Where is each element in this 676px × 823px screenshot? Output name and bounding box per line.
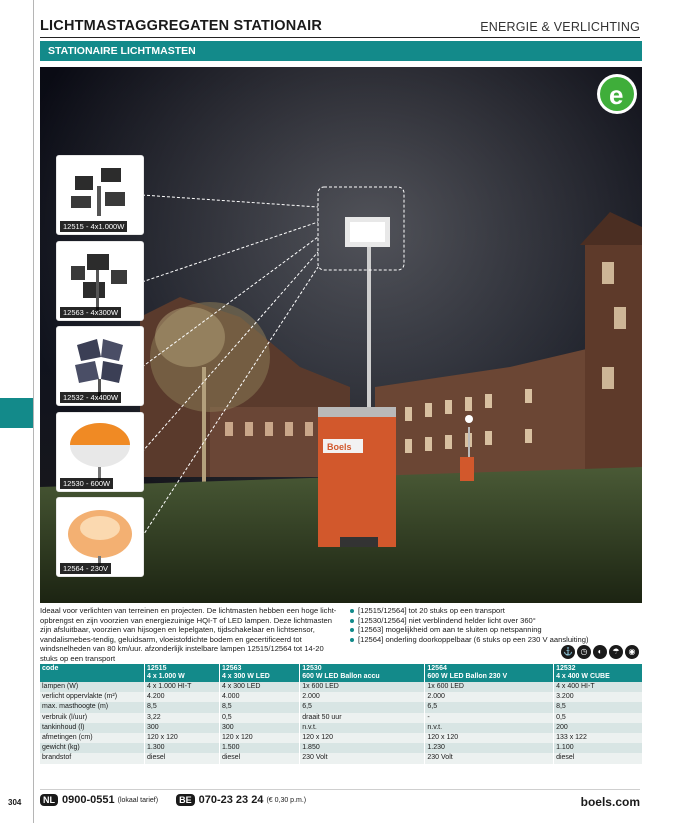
table-row bbox=[40, 713, 642, 723]
table-cell: draait 50 uur bbox=[300, 713, 425, 723]
nl-badge: NL bbox=[40, 794, 58, 806]
be-badge: BE bbox=[176, 794, 195, 806]
table-cell: 8,5 bbox=[145, 702, 220, 712]
table-cell: 300 bbox=[219, 723, 299, 733]
website-link[interactable]: boels.com bbox=[580, 795, 640, 809]
thumbnail-label: 12515 - 4x1.000W bbox=[60, 221, 127, 232]
be-phone: 070-23 23 24 bbox=[198, 794, 264, 806]
thumbnail-12564 bbox=[56, 497, 144, 577]
section-title: STATIONAIRE LICHTMASTEN bbox=[40, 41, 642, 61]
sensor-icon: ◐ bbox=[593, 645, 607, 659]
table-row bbox=[40, 743, 642, 753]
table-cell: 0,5 bbox=[554, 713, 642, 723]
intro-text: Ideaal voor verlichten van terreinen en projecten. De lichtmasten hebben een hoge licht-opbrengst en zijn voorzien van energiezuinige HQI-T of LED lampen. Deze lichtmasten zijn afsluitbaar, voorzien van hijsogen en lepelgaten, tijdschakelaar en lichtsensor, vandalismebes-tendig, geluidsarm, vloeistofdichte bodem en gecertificeerd tot windsnelheden van 80 km/uur. afzonderlijk instelbare lampen 12515/12564 tot 14-20 stuks op een transport bbox=[40, 606, 337, 663]
table-cell: 3.200 bbox=[554, 692, 642, 702]
table-cell: 1.300 bbox=[145, 743, 220, 753]
thumbnail-12515 bbox=[56, 155, 144, 235]
margin-line bbox=[33, 0, 34, 823]
feature-item: [12563] mogelijkheid om aan te sluiten op netspanning bbox=[349, 625, 644, 635]
thumbnail-label: 12532 - 4x400W bbox=[60, 392, 121, 403]
thumbnail-12530 bbox=[56, 412, 144, 492]
table-cell: 4.200 bbox=[145, 692, 220, 702]
feature-list bbox=[349, 606, 644, 644]
table-cell: 4.000 bbox=[219, 692, 299, 702]
row-label: lampen (W) bbox=[40, 682, 145, 692]
table-cell: diesel bbox=[145, 753, 220, 763]
table-cell: 8,5 bbox=[219, 702, 299, 712]
table-row bbox=[40, 682, 642, 692]
table-cell: 3,22 bbox=[145, 713, 220, 723]
row-label: verbruik (l/uur) bbox=[40, 713, 145, 723]
clock-icon: ◷ bbox=[577, 645, 591, 659]
row-label: max. masthoogte (m) bbox=[40, 702, 145, 712]
feature-item: [12564] onderling doorkoppelbaar (6 stuks op een 230 V aansluiting) bbox=[349, 635, 644, 645]
table-row bbox=[40, 702, 642, 712]
column-header: 12530 600 W LED Ballon accu bbox=[300, 664, 425, 682]
table-cell: 1x 600 LED bbox=[300, 682, 425, 692]
table-cell: 1.100 bbox=[554, 743, 642, 753]
table-cell: 2.000 bbox=[425, 692, 554, 702]
feature-icons bbox=[561, 645, 639, 659]
table-cell: 0,5 bbox=[219, 713, 299, 723]
contact-footer bbox=[40, 794, 306, 806]
table-cell: 1.230 bbox=[425, 743, 554, 753]
row-label: tankinhoud (l) bbox=[40, 723, 145, 733]
weather-icon: ☂ bbox=[609, 645, 623, 659]
thumbnail-label: 12564 - 230V bbox=[60, 563, 111, 574]
table-cell: 1.500 bbox=[219, 743, 299, 753]
table-cell: n.v.t. bbox=[300, 723, 425, 733]
page-title: LICHTMASTAGGREGATEN STATIONAIR bbox=[40, 18, 323, 34]
table-cell: 6,5 bbox=[300, 702, 425, 712]
table-cell: 120 x 120 bbox=[300, 733, 425, 743]
nl-phone: 0900-0551 bbox=[62, 794, 115, 806]
page-number: 304 bbox=[8, 798, 22, 807]
table-cell: 230 Volt bbox=[425, 753, 554, 763]
table-cell: 120 x 120 bbox=[425, 733, 554, 743]
table-cell: 1.850 bbox=[300, 743, 425, 753]
table-cell: diesel bbox=[554, 753, 642, 763]
table-cell: 120 x 120 bbox=[145, 733, 220, 743]
row-label: gewicht (kg) bbox=[40, 743, 145, 753]
table-cell: 6,5 bbox=[425, 702, 554, 712]
eco-badge-letter: e bbox=[609, 80, 624, 110]
table-row bbox=[40, 692, 642, 702]
row-label: verlicht oppervlakte (m²) bbox=[40, 692, 145, 702]
column-header: 12515 4 x 1.000 W bbox=[145, 664, 220, 682]
row-label: brandstof bbox=[40, 753, 145, 763]
table-cell: - bbox=[425, 713, 554, 723]
thumbnail-label: 12563 - 4x300W bbox=[60, 307, 121, 318]
code-header: code bbox=[40, 664, 145, 682]
table-cell: 200 bbox=[554, 723, 642, 733]
page-category: ENERGIE & VERLICHTING bbox=[480, 20, 640, 34]
row-label: afmetingen (cm) bbox=[40, 733, 145, 743]
table-cell: 8,5 bbox=[554, 702, 642, 712]
unit-brand: Boels bbox=[327, 442, 352, 452]
be-note: (€ 0,30 p.m.) bbox=[266, 796, 307, 804]
table-cell: 230 Volt bbox=[300, 753, 425, 763]
thumbnail-label: 12530 - 600W bbox=[60, 478, 113, 489]
table-cell: 120 x 120 bbox=[219, 733, 299, 743]
thumbnail-12532 bbox=[56, 326, 144, 406]
table-cell: 4 x 300 LED bbox=[219, 682, 299, 692]
column-header: 12564 600 W LED Ballon 230 V bbox=[425, 664, 554, 682]
table-row bbox=[40, 723, 642, 733]
table-cell: 4 x 400 HI-T bbox=[554, 682, 642, 692]
column-header: 12532 4 x 400 W CUBE bbox=[554, 664, 642, 682]
table-cell: 2.000 bbox=[300, 692, 425, 702]
nl-note: (lokaal tarief) bbox=[117, 796, 159, 804]
column-header: 12563 4 x 300 W LED bbox=[219, 664, 299, 682]
hook-icon: ⚓ bbox=[561, 645, 575, 659]
chapter-tab bbox=[0, 398, 33, 428]
thumbnail-12563 bbox=[56, 241, 144, 321]
table-row bbox=[40, 733, 642, 743]
table-cell: diesel bbox=[219, 753, 299, 763]
table-cell: 1x 600 LED bbox=[425, 682, 554, 692]
table-cell: 300 bbox=[145, 723, 220, 733]
lamp-icon: ◉ bbox=[625, 645, 639, 659]
table-header-row bbox=[40, 664, 642, 682]
table-cell: 133 x 122 bbox=[554, 733, 642, 743]
spec-table bbox=[40, 664, 642, 764]
table-cell: n.v.t. bbox=[425, 723, 554, 733]
feature-item: [12530/12564] niet verblindend helder licht over 360° bbox=[349, 616, 644, 626]
feature-item: [12515/12564] tot 20 stuks op een transport bbox=[349, 606, 644, 616]
header-divider bbox=[40, 37, 640, 38]
footer-divider bbox=[40, 789, 640, 790]
table-cell: 4 x 1.000 HI-T bbox=[145, 682, 220, 692]
table-row bbox=[40, 753, 642, 763]
